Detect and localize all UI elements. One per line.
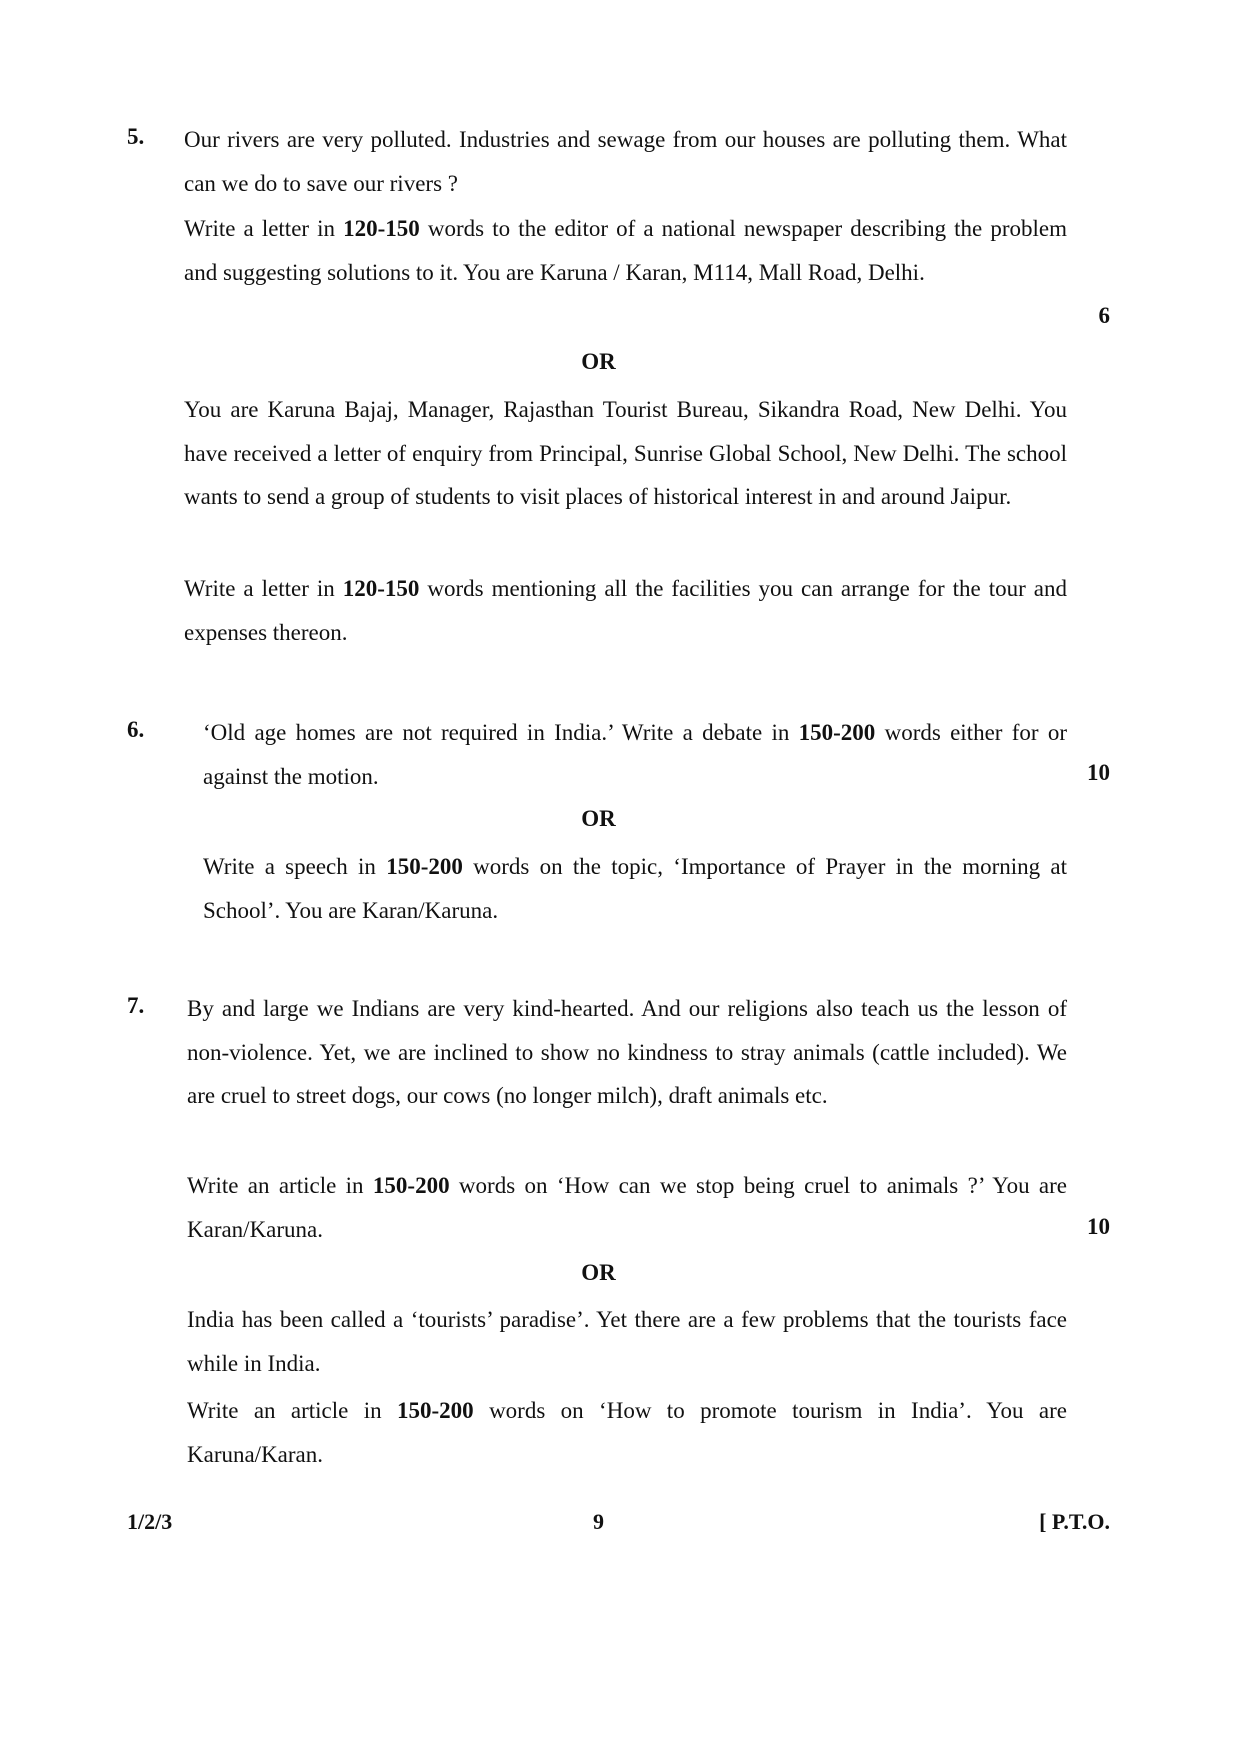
question-5-marks: 6 <box>1098 303 1110 328</box>
question-7-or: OR <box>581 1260 616 1285</box>
question-6-or: OR <box>581 806 616 831</box>
question-5-intro-b: You are Karuna Bajaj, Manager, Rajasthan Tourist Bureau, Sikandra Road, New Delhi. You have received a letter of enquiry from Principal, Sunrise Global School, New Delhi. The school wants to send a group of students to visit places of historical interest in and around Jaipur. <box>184 397 1067 509</box>
question-7-intro: By and large we Indians are very kind-hearted. And our religions also teach us the lesson of non-violence. Yet, we are inclined to show no kindness to stray animals (cattle included). We are cruel to street dogs, our cows (no longer milch), draft animals etc. <box>187 996 1067 1108</box>
question-7-task-a: Write an article in 150-200 words on ‘How can we stop being cruel to animals ?’ You are Karan/Karuna. <box>187 1173 1068 1242</box>
question-6-task-b: Write a speech in 150-200 words on the topic, ‘Importance of Prayer in the morning at School’. You are Karan/Karuna. <box>203 854 1067 923</box>
pto-label: [ P.T.O. <box>1039 1509 1110 1534</box>
paper-code: 1/2/3 <box>127 1509 173 1534</box>
question-number-6: 6. <box>127 717 145 742</box>
page-number: 9 <box>593 1509 604 1534</box>
question-6-task-a: ‘Old age homes are not required in India.’ Write a debate in 150-200 words either for or against the motion. <box>203 720 1067 789</box>
question-7-intro-b: India has been called a ‘tourists’ paradise’. Yet there are a few problems that the tourists face while in India. <box>187 1307 1067 1376</box>
question-5-or: OR <box>581 349 616 374</box>
question-5-intro: Our rivers are very polluted. Industries and sewage from our houses are polluting them. What can we do to save our rivers ? <box>184 127 1067 196</box>
question-number-7: 7. <box>127 993 145 1018</box>
question-7-task-b: Write an article in 150-200 words on ‘How to promote tourism in India’. You are Karuna/Karan. <box>187 1398 1067 1467</box>
question-number-5: 5. <box>127 124 145 149</box>
question-7-marks: 10 <box>1087 1214 1110 1239</box>
question-5-task-a: Write a letter in 120-150 words to the editor of a national newspaper describing the problem and suggesting solutions to it. You are Karuna / Karan, M114, Mall Road, Delhi. <box>184 216 1067 285</box>
question-6-marks: 10 <box>1087 760 1110 785</box>
question-5-task-b: Write a letter in 120-150 words mentioning all the facilities you can arrange for the tour and expenses thereon. <box>184 576 1067 645</box>
